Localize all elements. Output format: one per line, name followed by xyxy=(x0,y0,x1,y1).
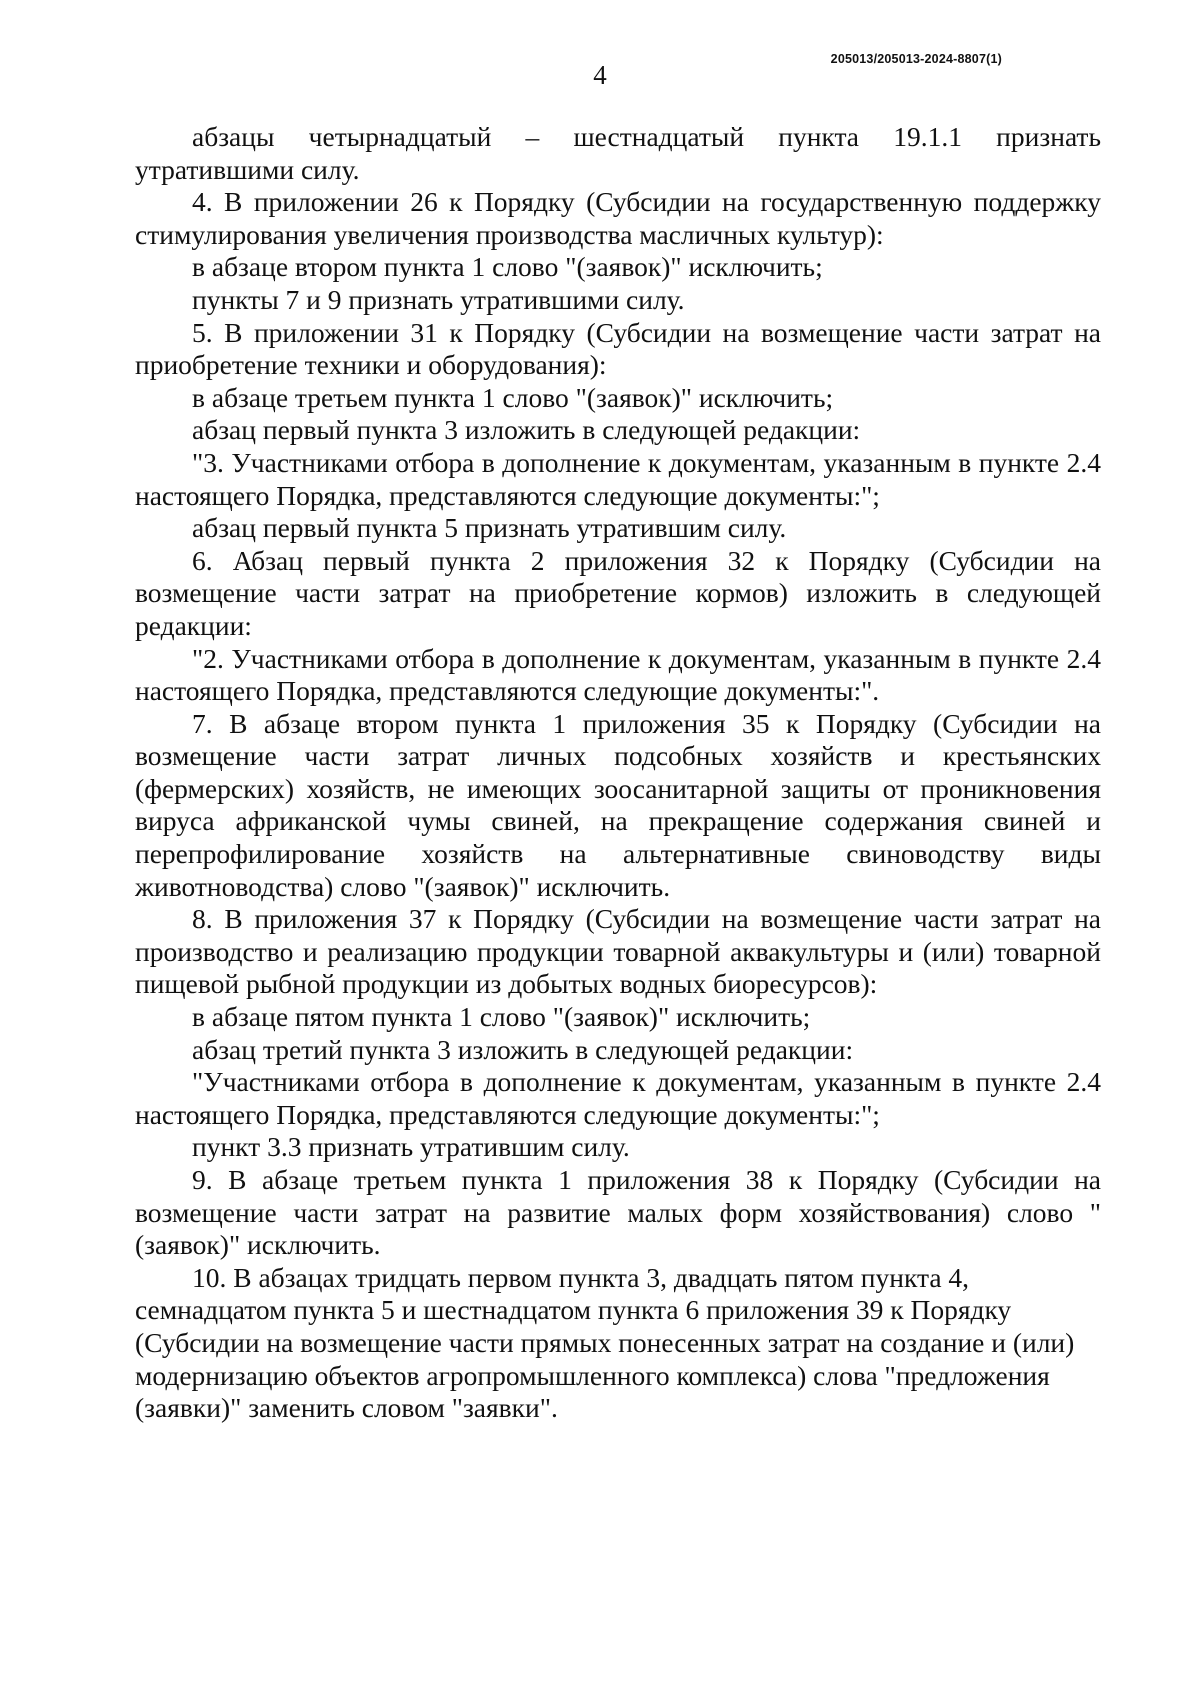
paragraph: абзацы четырнадцатый – шестнадцатый пункта 19.1.1 признать утратившими силу. xyxy=(135,121,1101,185)
paragraph: абзац первый пункта 5 признать утратившим силу. xyxy=(192,512,787,544)
paragraph: 6. Абзац первый пункта 2 приложения 32 к Порядку (Субсидии на возмещение части затрат на приобретение кормов) изложить в следующей редакции: xyxy=(135,544,1101,641)
paragraph: пункт 3.3 признать утратившим силу. xyxy=(192,1131,630,1163)
document-body xyxy=(135,121,1101,1425)
paragraph: "Участниками отбора в дополнение к документам, указанным в пункте 2.4 настоящего Порядка, представляются следующие документы:"; xyxy=(135,1066,1101,1130)
paragraph: 4. В приложении 26 к Порядку (Субсидии на государственную поддержку стимулирования увеличения производства масличных культур): xyxy=(135,186,1101,250)
document-id: 205013/205013-2024-8807(1) xyxy=(830,52,1002,66)
paragraph: 7. В абзаце втором пункта 1 приложения 35 к Порядку (Субсидии на возмещение части затрат личных подсобных хозяйств и крестьянских (фермерских) хозяйств, не имеющих зоосанитарной защиты от проникновения вируса африканской чумы свиней, на прекращение содержания свиней и перепрофилирование хозяйств на альтернативные свиноводству виды животноводства) слово "(заявок)" исключить. xyxy=(135,707,1101,902)
paragraph: 10. В абзацах тридцать первом пункта 3, двадцать пятом пункта 4, семнадцатом пункта 5 и шестнадцатом пункта 6 приложения 39 к Порядку (Субсидии на возмещение части прямых понесенных затрат на создание и (или) модернизацию объектов агропромышленного комплекса) слова "предложения (заявки)" заменить словом "заявки". xyxy=(135,1261,1075,1424)
paragraph: абзац третий пункта 3 изложить в следующей редакции: xyxy=(192,1033,854,1065)
page-number: 4 xyxy=(593,60,607,90)
paragraph: 5. В приложении 31 к Порядку (Субсидии на возмещение части затрат на приобретение техники и оборудования): xyxy=(135,316,1101,381)
paragraph: "2. Участниками отбора в дополнение к документам, указанным в пункте 2.4 настоящего Порядка, представляются следующие документы:". xyxy=(135,642,1101,707)
paragraph: 9. В абзаце третьем пункта 1 приложения 38 к Порядку (Субсидии на возмещение части затрат на развитие малых форм хозяйствования) слово "(заявок)" исключить. xyxy=(135,1164,1101,1261)
paragraph: в абзаце пятом пункта 1 слово "(заявок)" исключить; xyxy=(192,1001,811,1033)
paragraph: абзац первый пункта 3 изложить в следующей редакции: xyxy=(192,414,861,446)
paragraph: 8. В приложения 37 к Порядку (Субсидии на возмещение части затрат на производство и реализацию продукции товарной аквакультуры и (или) товарной пищевой рыбной продукции из добытых водных биоресурсов): xyxy=(135,903,1101,1000)
paragraph: пункты 7 и 9 признать утратившими силу. xyxy=(192,283,685,315)
paragraph: "3. Участниками отбора в дополнение к документам, указанным в пункте 2.4 настоящего Порядка, представляются следующие документы:"; xyxy=(135,446,1101,511)
paragraph: в абзаце третьем пункта 1 слово "(заявок)" исключить; xyxy=(192,381,834,413)
paragraph: в абзаце втором пункта 1 слово "(заявок)" исключить; xyxy=(192,251,823,283)
